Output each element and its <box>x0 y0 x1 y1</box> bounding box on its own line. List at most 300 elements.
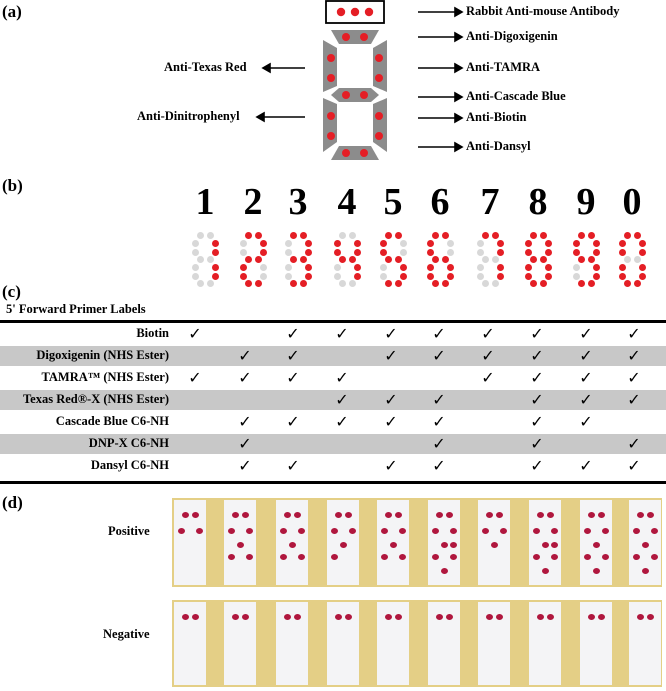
stain-spot <box>537 614 544 620</box>
segment-dot <box>432 256 439 263</box>
stain-spot <box>192 512 199 518</box>
row-label: DNP-X C6-NH <box>88 436 169 450</box>
segment-dot <box>573 273 580 280</box>
stain-spot <box>637 614 644 620</box>
segment-dot <box>624 256 631 263</box>
segment-dot <box>482 256 489 263</box>
check-mark: ✓ <box>432 346 446 365</box>
stain-spot <box>381 528 388 534</box>
stain-spot <box>637 512 644 518</box>
stain-spot <box>232 614 239 620</box>
segment-dot <box>432 232 439 239</box>
segment-dot <box>380 240 387 247</box>
stain-spot <box>584 528 591 534</box>
segment-dot <box>619 264 626 271</box>
panel-b-label: (b) <box>2 176 23 195</box>
check-mark: ✓ <box>188 368 202 387</box>
check-mark: ✓ <box>579 412 593 431</box>
segment-dot <box>197 232 204 239</box>
segment-dot <box>497 273 504 280</box>
segment-dot <box>349 280 356 287</box>
segment-dot <box>385 280 392 287</box>
stain-spot <box>496 512 503 518</box>
check-mark: ✓ <box>432 324 446 343</box>
digit-1: 1 <box>195 181 215 223</box>
segment-dot <box>427 264 434 271</box>
stain-spot <box>491 542 498 548</box>
test-strip <box>224 602 256 685</box>
segment-dot <box>545 264 552 271</box>
stain-spot <box>284 614 291 620</box>
check-mark: ✓ <box>238 456 252 475</box>
row-label-positive: Positive <box>108 524 150 538</box>
test-strip <box>174 500 206 585</box>
digit-8: 8 <box>528 181 548 223</box>
check-mark: ✓ <box>286 412 300 431</box>
segment-dot <box>540 232 547 239</box>
stain-spot <box>395 512 402 518</box>
stain-spot <box>542 542 549 548</box>
segment-dot <box>349 256 356 263</box>
stain-spot <box>633 528 640 534</box>
check-mark: ✓ <box>238 412 252 431</box>
stain-spot <box>178 528 185 534</box>
segment-dot <box>212 249 219 256</box>
stain-spot <box>331 554 338 560</box>
segment-dot <box>300 256 307 263</box>
stain-spot <box>588 512 595 518</box>
segment-dot <box>578 256 585 263</box>
check-mark: ✓ <box>481 368 495 387</box>
segment-dot <box>427 240 434 247</box>
check-mark: ✓ <box>627 324 641 343</box>
check-mark: ✓ <box>384 324 398 343</box>
segment-dot <box>240 273 247 280</box>
segment-dot <box>207 280 214 287</box>
segment-dot <box>400 240 407 247</box>
check-mark: ✓ <box>286 324 300 343</box>
stain-spot <box>196 528 203 534</box>
segment-dot <box>447 240 454 247</box>
table-row <box>0 390 666 410</box>
segment-dot <box>290 280 297 287</box>
check-mark: ✓ <box>530 412 544 431</box>
segment-dot <box>255 280 262 287</box>
digit-0: 0 <box>622 181 642 223</box>
segment-dot <box>482 232 489 239</box>
stain-spot <box>340 542 347 548</box>
label-anti-dinitrophenyl: Anti-Dinitrophenyl <box>137 109 240 123</box>
stain-spot <box>602 528 609 534</box>
segment-dot <box>427 249 434 256</box>
segment-dot <box>255 256 262 263</box>
segment-dot <box>525 273 532 280</box>
digit-4: 4 <box>337 181 357 223</box>
segment-dot <box>573 264 580 271</box>
check-mark: ✓ <box>579 456 593 475</box>
check-mark: ✓ <box>627 434 641 453</box>
segment-dot <box>334 249 341 256</box>
segment-dot <box>305 264 312 271</box>
segment-dot <box>385 232 392 239</box>
stain-spot <box>441 568 448 574</box>
segment-dot <box>573 249 580 256</box>
segment-dot <box>477 249 484 256</box>
digit-6: 6 <box>430 181 450 223</box>
segment-dot <box>334 273 341 280</box>
label-anti-biotin: Anti-Biotin <box>466 110 527 124</box>
row-label-negative: Negative <box>103 627 150 641</box>
label-anti-cascade-blue: Anti-Cascade Blue <box>466 89 566 103</box>
check-mark: ✓ <box>530 390 544 409</box>
stain-spot <box>182 614 189 620</box>
stain-spot <box>446 614 453 620</box>
test-strip <box>478 602 510 685</box>
stain-spot <box>533 554 540 560</box>
panel-d-label: (d) <box>2 493 23 512</box>
segment-dot <box>624 232 631 239</box>
segment-dot <box>442 256 449 263</box>
stain-spot <box>284 512 291 518</box>
segment-dot <box>380 249 387 256</box>
stain-spot <box>500 528 507 534</box>
segment-dot <box>305 240 312 247</box>
segment-dot <box>285 240 292 247</box>
segment-dot <box>395 232 402 239</box>
label-anti-dansyl: Anti-Dansyl <box>466 139 531 153</box>
stain-spot <box>647 614 654 620</box>
segment-dot <box>354 273 361 280</box>
check-mark: ✓ <box>432 456 446 475</box>
stain-spot <box>593 568 600 574</box>
check-mark: ✓ <box>432 412 446 431</box>
segment-dot <box>245 280 252 287</box>
segment-dot <box>207 256 214 263</box>
check-mark: ✓ <box>579 346 593 365</box>
stain-spot <box>651 554 658 560</box>
segment-dot <box>192 249 199 256</box>
stain-spot <box>331 528 338 534</box>
stain-spot <box>385 512 392 518</box>
table-row <box>0 368 666 388</box>
stain-spot <box>242 512 249 518</box>
row-label: TAMRA™ (NHS Ester) <box>41 370 169 384</box>
stain-spot <box>395 614 402 620</box>
digit-2: 2 <box>243 181 263 223</box>
negative-strip-photo <box>172 600 662 687</box>
stain-spot <box>246 528 253 534</box>
segment-dot <box>624 280 631 287</box>
table-row <box>0 412 666 432</box>
segment-dot <box>400 264 407 271</box>
segment-dot <box>447 249 454 256</box>
test-strip <box>377 602 409 685</box>
check-mark: ✓ <box>579 368 593 387</box>
check-mark: ✓ <box>238 434 252 453</box>
segment-dot <box>545 273 552 280</box>
stain-spot <box>533 528 540 534</box>
segment-dot <box>588 280 595 287</box>
segment-dot <box>240 240 247 247</box>
stain-spot <box>642 568 649 574</box>
check-mark: ✓ <box>481 346 495 365</box>
segment-dot <box>442 280 449 287</box>
segment-dot <box>593 273 600 280</box>
segment-dot <box>497 249 504 256</box>
segment-dot <box>212 240 219 247</box>
stain-spot <box>182 512 189 518</box>
stain-spot <box>598 614 605 620</box>
check-mark: ✓ <box>335 390 349 409</box>
segment-dot <box>442 232 449 239</box>
segment-dot <box>530 256 537 263</box>
segment-dot <box>634 256 641 263</box>
segment-dot <box>197 280 204 287</box>
test-strip <box>529 602 561 685</box>
segment-dot <box>447 273 454 280</box>
segment-dot <box>492 232 499 239</box>
test-strip <box>174 602 206 685</box>
label-anti-texas-red: Anti-Texas Red <box>164 60 247 74</box>
label-anti-tamra: Anti-TAMRA <box>466 60 541 74</box>
digit-9: 9 <box>576 181 596 223</box>
stain-spot <box>450 542 457 548</box>
table-row <box>0 324 666 344</box>
segment-dot <box>545 240 552 247</box>
segment-dot <box>427 273 434 280</box>
stain-spot <box>551 528 558 534</box>
stain-spot <box>242 614 249 620</box>
segment-dot <box>395 280 402 287</box>
segment-dot <box>588 232 595 239</box>
segment-dot <box>400 273 407 280</box>
check-mark: ✓ <box>530 434 544 453</box>
check-mark: ✓ <box>335 412 349 431</box>
check-mark: ✓ <box>384 412 398 431</box>
segment-dot <box>334 240 341 247</box>
segment-dot <box>634 232 641 239</box>
check-mark: ✓ <box>530 324 544 343</box>
test-strip <box>276 602 308 685</box>
segment-dot <box>354 264 361 271</box>
segment-dot <box>207 232 214 239</box>
check-mark: ✓ <box>384 390 398 409</box>
check-mark: ✓ <box>627 368 641 387</box>
stain-spot <box>280 554 287 560</box>
check-mark: ✓ <box>286 456 300 475</box>
panel-c-label: (c) <box>2 282 21 301</box>
stain-spot <box>542 568 549 574</box>
segment-dot <box>339 256 346 263</box>
segment-dot <box>300 232 307 239</box>
label-anti-digoxigenin: Anti-Digoxigenin <box>466 29 558 43</box>
digit-5: 5 <box>383 181 403 223</box>
segment-dot <box>395 256 402 263</box>
stain-spot <box>486 614 493 620</box>
stain-spot <box>294 614 301 620</box>
digit-3: 3 <box>288 181 308 223</box>
segment-dot <box>240 264 247 271</box>
digit-row <box>0 180 666 280</box>
stain-spot <box>584 554 591 560</box>
stain-spot <box>345 512 352 518</box>
segment-dot <box>530 232 537 239</box>
segment-dot <box>305 273 312 280</box>
check-mark: ✓ <box>238 368 252 387</box>
segment-dot <box>545 249 552 256</box>
stain-spot <box>298 554 305 560</box>
stain-spot <box>228 554 235 560</box>
stain-spot <box>294 512 301 518</box>
segment-dot <box>525 264 532 271</box>
segment-dot <box>285 249 292 256</box>
segment-dot <box>245 232 252 239</box>
segment-dot <box>354 240 361 247</box>
stain-spot <box>298 528 305 534</box>
segment-dot <box>255 232 262 239</box>
stain-spot <box>228 528 235 534</box>
segment-dot <box>525 249 532 256</box>
segment-dot <box>497 264 504 271</box>
segment-dot <box>639 249 646 256</box>
segment-dot <box>578 280 585 287</box>
stain-spot <box>432 554 439 560</box>
check-mark: ✓ <box>432 434 446 453</box>
segment-dot <box>639 264 646 271</box>
segment-dot <box>380 273 387 280</box>
segment-dot <box>619 273 626 280</box>
stain-spot <box>551 542 558 548</box>
stain-spot <box>486 512 493 518</box>
seven-segment-diagram <box>0 0 666 170</box>
stain-spot <box>588 614 595 620</box>
stain-spot <box>390 542 397 548</box>
segment-dot <box>639 240 646 247</box>
check-mark: ✓ <box>579 324 593 343</box>
row-label: Biotin <box>136 326 169 340</box>
stain-spot <box>280 528 287 534</box>
segment-dot <box>639 273 646 280</box>
row-label: Dansyl C6-NH <box>90 458 169 472</box>
stain-spot <box>651 528 658 534</box>
segment-dot <box>260 273 267 280</box>
check-mark: ✓ <box>432 390 446 409</box>
segment-dot <box>593 249 600 256</box>
stain-spot <box>633 554 640 560</box>
check-mark: ✓ <box>384 346 398 365</box>
segment-dot <box>619 240 626 247</box>
stain-spot <box>441 542 448 548</box>
segment-dot <box>593 240 600 247</box>
positive-strip-photo <box>172 498 662 587</box>
row-label: Texas Red®-X (NHS Ester) <box>22 392 169 406</box>
check-mark: ✓ <box>286 368 300 387</box>
table-top-rule <box>0 320 666 323</box>
segment-dot <box>354 249 361 256</box>
segment-dot <box>380 264 387 271</box>
table-bottom-rule <box>0 481 666 484</box>
stain-spot <box>381 554 388 560</box>
segment-dot <box>192 264 199 271</box>
check-mark: ✓ <box>384 456 398 475</box>
segment-dot <box>432 280 439 287</box>
antibody-dot <box>365 8 373 16</box>
stain-spot <box>547 614 554 620</box>
stain-spot <box>593 542 600 548</box>
row-label: Cascade Blue C6-NH <box>55 414 169 428</box>
test-strip <box>327 602 359 685</box>
check-mark: ✓ <box>188 324 202 343</box>
segment-dot <box>260 240 267 247</box>
row-label: Digoxigenin (NHS Ester) <box>36 348 169 362</box>
segment-dot <box>497 240 504 247</box>
check-mark: ✓ <box>627 390 641 409</box>
antibody-dot <box>337 8 345 16</box>
segment-dot <box>385 256 392 263</box>
check-mark: ✓ <box>627 346 641 365</box>
check-mark: ✓ <box>530 368 544 387</box>
check-mark: ✓ <box>627 456 641 475</box>
segment-dot <box>573 240 580 247</box>
segment-dot <box>588 256 595 263</box>
stain-spot <box>602 554 609 560</box>
stain-spot <box>399 554 406 560</box>
segment-dot <box>482 280 489 287</box>
segment-dot <box>477 264 484 271</box>
segment-dot <box>192 240 199 247</box>
segment-dot <box>245 256 252 263</box>
stain-spot <box>289 542 296 548</box>
check-mark: ✓ <box>530 456 544 475</box>
stain-spot <box>482 528 489 534</box>
panel-a-label: (a) <box>2 2 22 21</box>
stain-spot <box>551 554 558 560</box>
stain-spot <box>432 528 439 534</box>
segment-dot <box>400 249 407 256</box>
stain-spot <box>335 614 342 620</box>
segment-dot <box>334 264 341 271</box>
test-strip <box>580 602 612 685</box>
stain-spot <box>450 528 457 534</box>
segment-dot <box>593 264 600 271</box>
segment-dot <box>192 273 199 280</box>
check-mark: ✓ <box>481 324 495 343</box>
segment-dot <box>447 264 454 271</box>
segment-dot <box>339 232 346 239</box>
stain-spot <box>399 528 406 534</box>
stain-spot <box>345 614 352 620</box>
segment-dot <box>290 256 297 263</box>
segment-dot <box>285 273 292 280</box>
digit-7: 7 <box>480 181 500 223</box>
segment-dot <box>477 240 484 247</box>
segment-dot <box>285 264 292 271</box>
segment-dot <box>349 232 356 239</box>
segment-dot <box>300 280 307 287</box>
segment-dot <box>492 280 499 287</box>
segment-dot <box>212 273 219 280</box>
segment-dot <box>260 249 267 256</box>
segment-dot <box>634 280 641 287</box>
table-row <box>0 346 666 366</box>
segment-dot <box>197 256 204 263</box>
segment-dot <box>260 264 267 271</box>
test-strip <box>428 602 460 685</box>
stain-spot <box>496 614 503 620</box>
segment-dot <box>212 264 219 271</box>
table-row <box>0 434 666 454</box>
check-mark: ✓ <box>335 368 349 387</box>
